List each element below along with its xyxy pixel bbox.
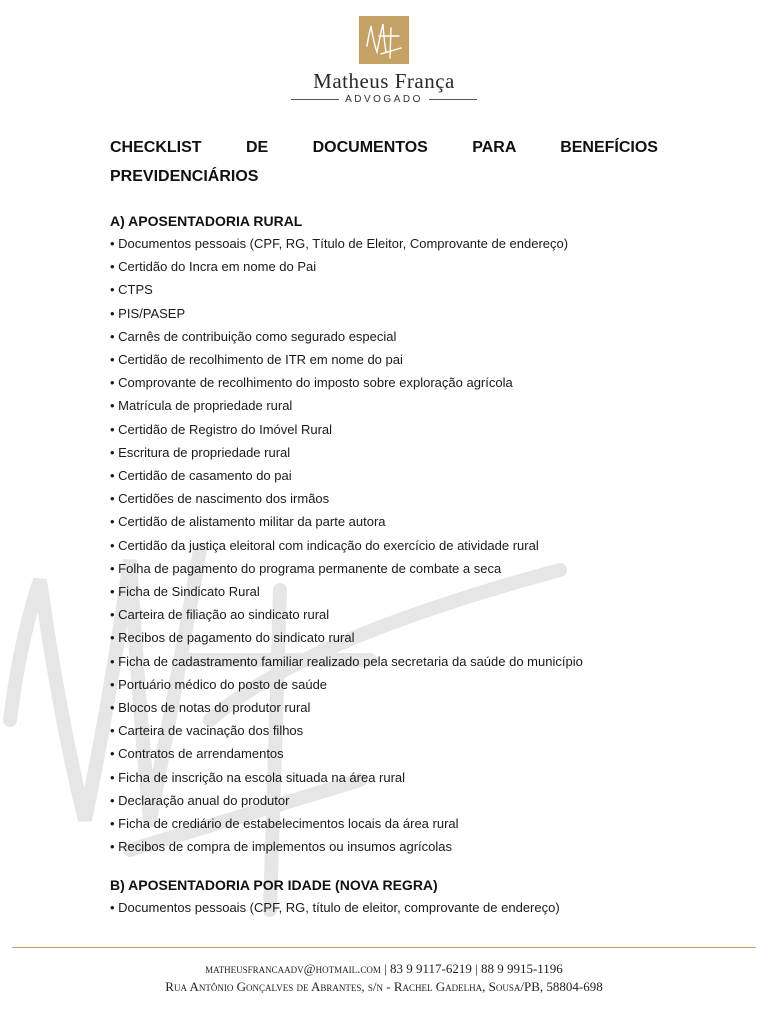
document-body: [110, 133, 658, 920]
list-item: • Certidão de recolhimento de ITR em nome do pai: [110, 348, 658, 371]
list-item: • Ficha de inscrição na escola situada na área rural: [110, 766, 658, 789]
list-item: • Ficha de crediário de estabelecimentos locais da área rural: [110, 812, 658, 835]
title-word: DE: [245, 139, 269, 156]
document-title: [110, 133, 658, 162]
list-item: • Recibos de pagamento do sindicato rural: [110, 626, 658, 649]
list-item: • Folha de pagamento do programa permanente de combate a seca: [110, 557, 658, 580]
section-heading-b: B) APOSENTADORIA POR IDADE (NOVA REGRA): [110, 877, 438, 894]
list-item: • Ficha de Sindicato Rural: [110, 580, 658, 603]
list-item: • Escritura de propriedade rural: [110, 441, 658, 464]
title-word: BENEFÍCIOS: [560, 139, 658, 156]
title-word: CHECKLIST: [110, 139, 202, 156]
list-item: • Contratos de arrendamentos: [110, 742, 658, 765]
list-item: • Ficha de cadastramento familiar realizado pela secretaria da saúde do município: [110, 650, 658, 673]
list-item: • Recibos de compra de implementos ou insumos agrícolas: [110, 835, 658, 858]
list-item: • Certidão da justiça eleitoral com indicação do exercício de atividade rural: [110, 534, 658, 557]
title-word: DOCUMENTOS: [312, 139, 428, 156]
list-item: • Portuário médico do posto de saúde: [110, 673, 658, 696]
divider: [291, 99, 339, 100]
checklist-b: [110, 896, 658, 919]
list-item: • CTPS: [110, 278, 658, 301]
list-item: • Comprovante de recolhimento do imposto sobre exploração agrícola: [110, 371, 658, 394]
title-word: PARA: [472, 139, 516, 156]
divider: [429, 99, 477, 100]
checklist-a: [110, 232, 658, 858]
brand-sub-text: ADVOGADO: [345, 94, 423, 105]
footer: [0, 960, 768, 996]
list-item: • Carnês de contribuição como segurado especial: [110, 325, 658, 348]
section-heading-a: A) APOSENTADORIA RURAL: [110, 213, 303, 229]
brand-name: Matheus França: [313, 69, 455, 93]
monogram-icon: [359, 16, 409, 64]
list-item: • Declaração anual do produtor: [110, 789, 658, 812]
list-item: • Certidões de nascimento dos irmãos: [110, 487, 658, 510]
letterhead: [0, 16, 768, 105]
list-item: • Blocos de notas do produtor rural: [110, 696, 658, 719]
list-item: • Certidão do Incra em nome do Pai: [110, 255, 658, 278]
document-title-line2: PREVIDENCIÁRIOS: [110, 168, 259, 185]
list-item: • Matrícula de propriedade rural: [110, 394, 658, 417]
footer-address: Rua Antônio Gonçalves de Abrantes, s/n - Rachel Gadelha, Sousa/PB, 58804-698: [165, 979, 603, 994]
list-item: • PIS/PASEP: [110, 302, 658, 325]
brand-subtitle: [0, 94, 768, 105]
list-item: • Certidão de Registro do Imóvel Rural: [110, 418, 658, 441]
list-item: • Carteira de filiação ao sindicato rural: [110, 603, 658, 626]
footer-divider: [12, 947, 756, 948]
list-item: • Documentos pessoais (CPF, RG, título de eleitor, comprovante de endereço): [110, 896, 658, 919]
list-item: • Documentos pessoais (CPF, RG, Título de Eleitor, Comprovante de endereço): [110, 232, 658, 255]
list-item: • Carteira de vacinação dos filhos: [110, 719, 658, 742]
list-item: • Certidão de alistamento militar da parte autora: [110, 510, 658, 533]
list-item: • Certidão de casamento do pai: [110, 464, 658, 487]
footer-contact: matheusfrancaadv@hotmail.com | 83 9 9117-6219 | 88 9 9915-1196: [205, 961, 563, 976]
